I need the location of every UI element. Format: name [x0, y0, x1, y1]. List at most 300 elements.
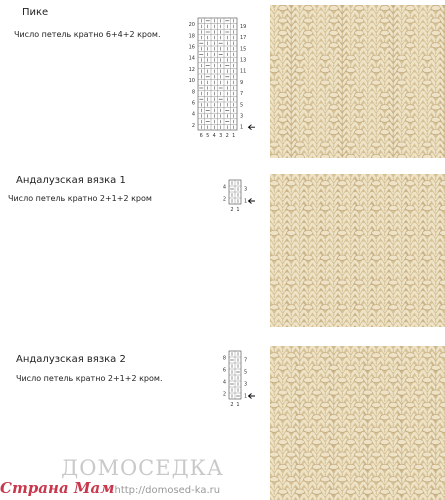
- swatch-purl-bump: [389, 427, 398, 432]
- swatch-purl-bump: [287, 181, 296, 186]
- swatch-purl-bump: [295, 365, 304, 370]
- swatch-purl-bump: [423, 353, 432, 358]
- start-arrow-icon: [249, 125, 256, 130]
- swatch-purl-bump: [346, 464, 355, 469]
- swatch-purl-bump: [423, 427, 432, 432]
- swatch-purl-bump: [380, 43, 389, 48]
- swatch-purl-bump: [304, 5, 313, 10]
- swatch-purl-bump: [406, 230, 415, 235]
- swatch-purl-bump: [304, 92, 313, 97]
- section-title-andalusian-2: Андалузская вязка 2: [16, 354, 126, 365]
- swatch-purl-bump: [363, 365, 372, 370]
- chart-col-label: 1: [236, 402, 240, 408]
- swatch-purl-bump: [329, 117, 338, 122]
- swatch-purl-bump: [312, 415, 321, 420]
- swatch-purl-bump: [304, 230, 313, 235]
- swatch-purl-bump: [338, 377, 347, 382]
- watermark-site: [0, 478, 220, 497]
- swatch-purl-bump: [440, 427, 445, 432]
- swatch-purl-bump: [329, 5, 338, 10]
- swatch-purl-bump: [355, 452, 364, 457]
- swatch-purl-bump: [355, 402, 364, 407]
- chart-row-label-left: 2: [222, 391, 226, 398]
- swatch-purl-bump: [389, 230, 398, 235]
- swatch-purl-bump: [338, 280, 347, 285]
- swatch-purl-bump: [431, 439, 440, 444]
- swatch-purl-bump: [278, 43, 287, 48]
- swatch-purl-bump: [321, 205, 330, 210]
- swatch-purl-bump: [346, 67, 355, 72]
- swatch-purl-bump: [270, 402, 279, 407]
- swatch-purl-bump: [346, 365, 355, 370]
- swatch-purl-bump: [423, 142, 432, 147]
- swatch-purl-bump: [304, 353, 313, 358]
- swatch-purl-bump: [423, 181, 432, 186]
- chart-row-label-left: 16: [188, 44, 195, 51]
- swatch-purl-bump: [287, 377, 296, 382]
- swatch-purl-bump: [338, 402, 347, 407]
- swatch-purl-bump: [321, 427, 330, 432]
- swatch-purl-bump: [321, 402, 330, 407]
- section-desc-andalusian-1: Число петель кратно 2+1+2 кром: [8, 194, 152, 203]
- swatch-purl-bump: [431, 489, 440, 494]
- swatch-purl-bump: [372, 181, 381, 186]
- swatch-purl-bump: [440, 280, 445, 285]
- swatch-purl-bump: [278, 30, 287, 35]
- swatch-purl-bump: [346, 390, 355, 395]
- chart-row-label-right: 17: [240, 35, 247, 42]
- swatch-purl-bump: [355, 18, 364, 23]
- swatch-purl-bump: [321, 55, 330, 60]
- swatch-purl-bump: [389, 377, 398, 382]
- swatch-purl-bump: [346, 154, 355, 158]
- swatch-purl-bump: [380, 365, 389, 370]
- swatch-purl-bump: [355, 255, 364, 260]
- swatch-purl-bump: [355, 30, 364, 35]
- swatch-purl-bump: [270, 67, 279, 72]
- swatch-purl-bump: [363, 390, 372, 395]
- swatch-purl-bump: [287, 255, 296, 260]
- swatch-purl-bump: [321, 353, 330, 358]
- swatch-purl-bump: [431, 464, 440, 469]
- chart-row-label-right: 1: [240, 124, 244, 131]
- swatch-purl-bump: [397, 464, 406, 469]
- swatch-purl-bump: [346, 415, 355, 420]
- swatch-purl-bump: [372, 205, 381, 210]
- chart-row-label-right: 19: [240, 23, 247, 30]
- swatch-purl-bump: [423, 205, 432, 210]
- chart-row-label-right: 5: [244, 369, 248, 376]
- swatch-purl-bump: [270, 142, 279, 147]
- swatch-purl-bump: [338, 255, 347, 260]
- chart-row-label-right: 3: [244, 186, 248, 193]
- swatch-purl-bump: [304, 105, 313, 110]
- swatch-purl-bump: [304, 305, 313, 310]
- swatch-purl-bump: [321, 255, 330, 260]
- swatch-purl-bump: [380, 30, 389, 35]
- swatch-purl-bump: [338, 205, 347, 210]
- swatch-purl-bump: [397, 80, 406, 85]
- swatch-purl-bump: [355, 305, 364, 310]
- chart-row-label-right: 11: [240, 68, 247, 75]
- swatch-purl-bump: [372, 353, 381, 358]
- swatch-purl-bump: [304, 377, 313, 382]
- swatch-purl-bump: [440, 305, 445, 310]
- swatch-purl-bump: [389, 181, 398, 186]
- swatch-purl-bump: [304, 43, 313, 48]
- swatch-purl-bump: [346, 80, 355, 85]
- swatch-purl-bump: [295, 489, 304, 494]
- swatch-purl-bump: [278, 92, 287, 97]
- start-arrow-icon: [249, 199, 256, 204]
- chart-row-label-right: 7: [240, 91, 244, 98]
- swatch-purl-bump: [295, 142, 304, 147]
- swatch-purl-bump: [270, 255, 279, 260]
- swatch-purl-bump: [406, 353, 415, 358]
- chart-row-label-left: 12: [188, 66, 195, 73]
- swatch-purl-bump: [355, 181, 364, 186]
- swatch-purl-bump: [406, 30, 415, 35]
- swatch-purl-bump: [329, 30, 338, 35]
- swatch-purl-bump: [431, 129, 440, 134]
- swatch-purl-bump: [278, 439, 287, 444]
- chart-row-label-right: 1: [244, 198, 248, 205]
- chart-col-label: 2: [230, 207, 234, 213]
- swatch-purl-bump: [355, 205, 364, 210]
- swatch-purl-bump: [270, 452, 279, 457]
- swatch-purl-bump: [389, 452, 398, 457]
- chart-col-label: 5: [206, 133, 210, 139]
- chart-col-label: 1: [232, 133, 236, 139]
- swatch-purl-bump: [270, 55, 279, 60]
- swatch-purl-bump: [406, 477, 415, 482]
- swatch-purl-bump: [397, 439, 406, 444]
- swatch-purl-bump: [321, 305, 330, 310]
- swatch-purl-bump: [355, 230, 364, 235]
- swatch-purl-bump: [380, 489, 389, 494]
- swatch-purl-bump: [329, 439, 338, 444]
- swatch-purl-bump: [414, 365, 423, 370]
- swatch-purl-bump: [431, 92, 440, 97]
- swatch-purl-bump: [355, 105, 364, 110]
- swatch-purl-bump: [329, 415, 338, 420]
- swatch-purl-bump: [278, 117, 287, 122]
- swatch-purl-bump: [329, 18, 338, 23]
- chart-row-label-left: 8: [222, 355, 226, 362]
- swatch-purl-bump: [389, 305, 398, 310]
- swatch-purl-bump: [423, 230, 432, 235]
- swatch-purl-bump: [372, 305, 381, 310]
- swatch-purl-bump: [355, 377, 364, 382]
- swatch-purl-bump: [363, 489, 372, 494]
- swatch-purl-bump: [380, 105, 389, 110]
- swatch-purl-bump: [397, 142, 406, 147]
- swatch-purl-bump: [321, 142, 330, 147]
- swatch-purl-bump: [346, 489, 355, 494]
- swatch-purl-bump: [397, 390, 406, 395]
- swatch-purl-bump: [406, 181, 415, 186]
- swatch-purl-bump: [406, 427, 415, 432]
- swatch-purl-bump: [338, 305, 347, 310]
- swatch-purl-bump: [355, 353, 364, 358]
- swatch-purl-bump: [329, 390, 338, 395]
- swatch-purl-bump: [372, 80, 381, 85]
- swatch-purl-bump: [414, 390, 423, 395]
- swatch-purl-bump: [304, 427, 313, 432]
- swatch-purl-bump: [270, 181, 279, 186]
- swatch-purl-bump: [380, 439, 389, 444]
- swatch-purl-bump: [295, 67, 304, 72]
- swatch-purl-bump: [355, 117, 364, 122]
- chart-row-label-left: 10: [188, 78, 195, 85]
- swatch-purl-bump: [423, 377, 432, 382]
- swatch-purl-bump: [270, 377, 279, 382]
- swatch-purl-bump: [380, 415, 389, 420]
- swatch-purl-bump: [355, 280, 364, 285]
- swatch-purl-bump: [295, 464, 304, 469]
- swatch-purl-bump: [329, 464, 338, 469]
- swatch-purl-bump: [270, 154, 279, 158]
- swatch-purl-bump: [338, 353, 347, 358]
- swatch-purl-bump: [389, 280, 398, 285]
- swatch-purl-bump: [397, 489, 406, 494]
- swatch-purl-bump: [372, 230, 381, 235]
- swatch-purl-bump: [304, 129, 313, 134]
- swatch-purl-bump: [312, 439, 321, 444]
- chart-row-label-left: 4: [191, 111, 195, 118]
- swatch-purl-bump: [270, 80, 279, 85]
- chart-row-label-left: 6: [222, 367, 226, 374]
- swatch-purl-bump: [338, 477, 347, 482]
- swatch-purl-bump: [440, 377, 445, 382]
- swatch-purl-bump: [431, 18, 440, 23]
- swatch-purl-bump: [406, 43, 415, 48]
- swatch-purl-bump: [406, 255, 415, 260]
- swatch-purl-bump: [423, 255, 432, 260]
- swatch-purl-bump: [397, 55, 406, 60]
- swatch-purl-bump: [329, 43, 338, 48]
- swatch-purl-bump: [321, 154, 330, 158]
- swatch-purl-bump: [329, 92, 338, 97]
- section-desc-andalusian-2: Число петель кратно 2+1+2 кром.: [16, 374, 163, 383]
- swatch-purl-bump: [372, 427, 381, 432]
- swatch-purl-bump: [287, 452, 296, 457]
- chart-row-label-left: 4: [222, 379, 226, 386]
- swatch-purl-bump: [287, 402, 296, 407]
- section-desc-pique: Число петель кратно 6+4+2 кром.: [14, 30, 161, 39]
- chart-col-label: 2: [230, 402, 234, 408]
- swatch-purl-bump: [423, 67, 432, 72]
- swatch-purl-bump: [270, 305, 279, 310]
- swatch-purl-bump: [414, 464, 423, 469]
- swatch-purl-bump: [304, 181, 313, 186]
- swatch-purl-bump: [321, 230, 330, 235]
- chart-row-label-left: 18: [188, 33, 195, 40]
- swatch-purl-bump: [321, 377, 330, 382]
- swatch-purl-bump: [295, 415, 304, 420]
- swatch-purl-bump: [406, 280, 415, 285]
- swatch-purl-bump: [338, 452, 347, 457]
- swatch-purl-bump: [278, 129, 287, 134]
- swatch-purl-bump: [304, 402, 313, 407]
- chart-row-label-left: 6: [191, 100, 195, 107]
- swatch-purl-bump: [287, 477, 296, 482]
- swatch-purl-bump: [431, 415, 440, 420]
- swatch-purl-bump: [287, 205, 296, 210]
- chart-col-label: 6: [199, 133, 203, 139]
- section-title-pique: Пике: [22, 7, 49, 18]
- swatch-purl-bump: [304, 255, 313, 260]
- watermark-url: http://domosed-ka.ru: [114, 485, 221, 496]
- swatch-purl-bump: [423, 80, 432, 85]
- swatch-purl-bump: [295, 390, 304, 395]
- swatch-purl-bump: [287, 305, 296, 310]
- swatch-purl-bump: [372, 55, 381, 60]
- chart-row-label-left: 2: [222, 196, 226, 203]
- swatch-purl-bump: [355, 92, 364, 97]
- chart-row-label-right: 7: [244, 357, 248, 364]
- swatch-purl-bump: [380, 18, 389, 23]
- swatch-purl-bump: [423, 154, 432, 158]
- swatch-purl-bump: [304, 117, 313, 122]
- swatch-purl-bump: [295, 80, 304, 85]
- swatch-purl-bump: [321, 80, 330, 85]
- swatch-purl-bump: [355, 477, 364, 482]
- swatch-purl-bump: [346, 142, 355, 147]
- swatch-purl-bump: [406, 305, 415, 310]
- swatch-purl-bump: [406, 5, 415, 10]
- swatch-purl-bump: [372, 477, 381, 482]
- swatch-purl-bump: [380, 92, 389, 97]
- chart-col-label: 2: [225, 133, 229, 139]
- swatch-purl-bump: [431, 43, 440, 48]
- section-title-andalusian-1: Андалузская вязка 1: [16, 175, 126, 186]
- swatch-purl-bump: [397, 154, 406, 158]
- swatch-purl-bump: [431, 30, 440, 35]
- swatch-purl-bump: [312, 365, 321, 370]
- swatch-purl-bump: [423, 452, 432, 457]
- swatch-purl-bump: [278, 415, 287, 420]
- swatch-purl-bump: [397, 415, 406, 420]
- swatch-purl-bump: [380, 117, 389, 122]
- swatch-purl-bump: [431, 105, 440, 110]
- swatch-purl-bump: [304, 280, 313, 285]
- swatch-purl-bump: [312, 390, 321, 395]
- swatch-purl-bump: [321, 67, 330, 72]
- swatch-purl-bump: [372, 452, 381, 457]
- swatch-purl-bump: [278, 390, 287, 395]
- swatch-purl-bump: [270, 205, 279, 210]
- chart-andalusian-1: [218, 178, 258, 214]
- swatch-purl-bump: [423, 55, 432, 60]
- swatch-purl-bump: [440, 477, 445, 482]
- swatch-purl-bump: [389, 402, 398, 407]
- swatch-purl-bump: [389, 205, 398, 210]
- swatch-purl-bump: [397, 365, 406, 370]
- swatch-pique: [270, 5, 445, 158]
- swatch-purl-bump: [338, 427, 347, 432]
- swatch-purl-bump: [287, 280, 296, 285]
- swatch-purl-bump: [329, 365, 338, 370]
- chart-col-label: 1: [236, 207, 240, 213]
- swatch-purl-bump: [372, 402, 381, 407]
- swatch-purl-bump: [312, 464, 321, 469]
- swatch-purl-bump: [321, 452, 330, 457]
- swatch-purl-bump: [414, 489, 423, 494]
- chart-row-label-right: 13: [240, 57, 247, 64]
- swatch-purl-bump: [423, 402, 432, 407]
- swatch-purl-bump: [363, 415, 372, 420]
- swatch-purl-bump: [270, 477, 279, 482]
- chart-andalusian-2: [218, 349, 258, 409]
- swatch-purl-bump: [406, 377, 415, 382]
- swatch-purl-bump: [372, 255, 381, 260]
- swatch-purl-bump: [380, 390, 389, 395]
- swatch-purl-bump: [287, 353, 296, 358]
- chart-row-label-right: 3: [244, 381, 248, 388]
- swatch-purl-bump: [431, 5, 440, 10]
- swatch-andalusian-1: [270, 174, 445, 327]
- swatch-purl-bump: [355, 43, 364, 48]
- swatch-purl-bump: [372, 377, 381, 382]
- swatch-purl-bump: [406, 129, 415, 134]
- chart-row-label-left: 4: [222, 184, 226, 191]
- swatch-purl-bump: [440, 255, 445, 260]
- swatch-purl-bump: [270, 353, 279, 358]
- swatch-purl-bump: [406, 117, 415, 122]
- swatch-andalusian-2: [270, 346, 445, 500]
- swatch-purl-bump: [270, 230, 279, 235]
- swatch-purl-bump: [346, 55, 355, 60]
- swatch-purl-bump: [440, 353, 445, 358]
- chart-col-label: 4: [212, 133, 216, 139]
- swatch-purl-bump: [287, 427, 296, 432]
- swatch-purl-bump: [440, 452, 445, 457]
- swatch-purl-bump: [372, 142, 381, 147]
- chart-row-label-right: 15: [240, 46, 247, 53]
- swatch-purl-bump: [338, 181, 347, 186]
- swatch-purl-bump: [278, 18, 287, 23]
- swatch-purl-bump: [440, 181, 445, 186]
- swatch-purl-bump: [372, 280, 381, 285]
- swatch-purl-bump: [431, 390, 440, 395]
- swatch-purl-bump: [380, 5, 389, 10]
- swatch-purl-bump: [312, 489, 321, 494]
- swatch-purl-bump: [389, 477, 398, 482]
- swatch-purl-bump: [270, 427, 279, 432]
- chart-row-label-right: 1: [244, 393, 248, 400]
- chart-row-label-left: 2: [191, 122, 195, 129]
- swatch-purl-bump: [397, 67, 406, 72]
- swatch-purl-bump: [278, 5, 287, 10]
- swatch-purl-bump: [338, 230, 347, 235]
- swatch-purl-bump: [304, 18, 313, 23]
- swatch-purl-bump: [406, 402, 415, 407]
- swatch-purl-bump: [363, 464, 372, 469]
- swatch-purl-bump: [406, 18, 415, 23]
- swatch-purl-bump: [363, 439, 372, 444]
- swatch-purl-bump: [355, 5, 364, 10]
- swatch-purl-bump: [406, 105, 415, 110]
- swatch-purl-bump: [329, 105, 338, 110]
- swatch-purl-bump: [278, 105, 287, 110]
- swatch-purl-bump: [423, 477, 432, 482]
- swatch-purl-bump: [278, 489, 287, 494]
- swatch-purl-bump: [287, 230, 296, 235]
- chart-row-label-left: 14: [188, 55, 195, 62]
- swatch-purl-bump: [389, 255, 398, 260]
- swatch-purl-bump: [440, 402, 445, 407]
